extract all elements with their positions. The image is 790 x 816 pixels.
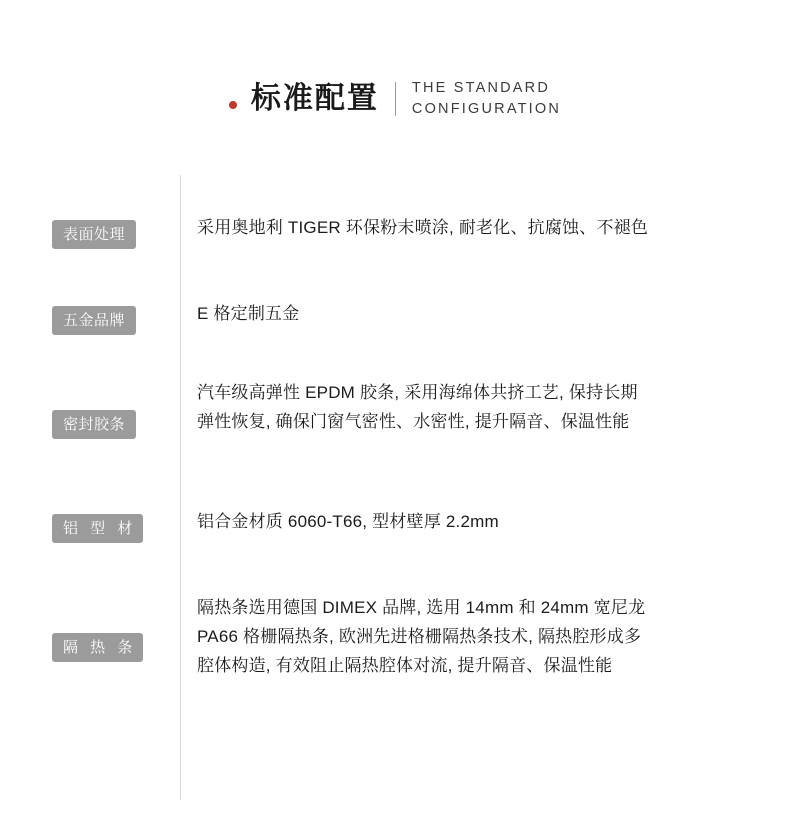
row-label-cell (0, 561, 180, 662)
row-text-line: 腔体构造, 有效阻止隔热腔体对流, 提升隔音、保温性能 (197, 656, 613, 676)
row-text-line: 隔热条选用德国 DIMEX 品牌, 选用 14mm 和 24mm 宽尼龙 (197, 598, 646, 617)
row-text-cell (180, 175, 790, 242)
row-label-chip: 五金品牌 (52, 306, 136, 335)
table-row (0, 175, 790, 259)
page-title-english (412, 78, 561, 120)
page-title-english-line2: CONFIGURATION (411, 101, 562, 118)
table-row (0, 561, 790, 711)
row-text-line: 弹性恢复, 确保门窗气密性、水密性, 提升隔音、保温性能 (197, 412, 630, 432)
row-text-line: 汽车级高弹性 EPDM 胶条, 采用海绵体共挤工艺, 保持长期 (197, 383, 638, 402)
row-label-cell (0, 347, 180, 439)
row-label-cell (0, 175, 180, 249)
spec-table (0, 175, 790, 711)
header-inner (229, 78, 561, 120)
row-text-line: E 格定制五金 (197, 304, 300, 323)
page-title-english-line1: THE STANDARD (411, 80, 551, 96)
row-text-line: 铝合金材质 6060-T66, 型材壁厚 2.2mm (197, 512, 499, 531)
row-label-cell (0, 259, 180, 335)
header-divider (395, 82, 396, 116)
row-label-chip: 表面处理 (52, 220, 136, 249)
row-text-line: PA66 格栅隔热条, 欧洲先进格栅隔热条技术, 隔热腔形成多 (197, 627, 642, 647)
page-title: 标准配置 (250, 82, 379, 116)
row-text-cell (180, 347, 790, 436)
row-label-cell (0, 467, 180, 543)
row-label-chip: 铝 型 材 (52, 514, 143, 543)
row-text-line: 采用奥地利 TIGER 环保粉末喷涂, 耐老化、抗腐蚀、不褪色 (197, 218, 649, 237)
table-row (0, 259, 790, 347)
table-row (0, 467, 790, 561)
row-text-cell (180, 259, 790, 328)
red-dot-icon (229, 101, 237, 109)
row-label-chip: 密封胶条 (52, 410, 136, 439)
page-header (0, 78, 790, 120)
spec-rows (0, 175, 790, 711)
row-text-cell (180, 467, 790, 536)
table-row (0, 347, 790, 467)
row-label-chip: 隔 热 条 (52, 633, 143, 662)
row-text-cell (180, 561, 790, 681)
